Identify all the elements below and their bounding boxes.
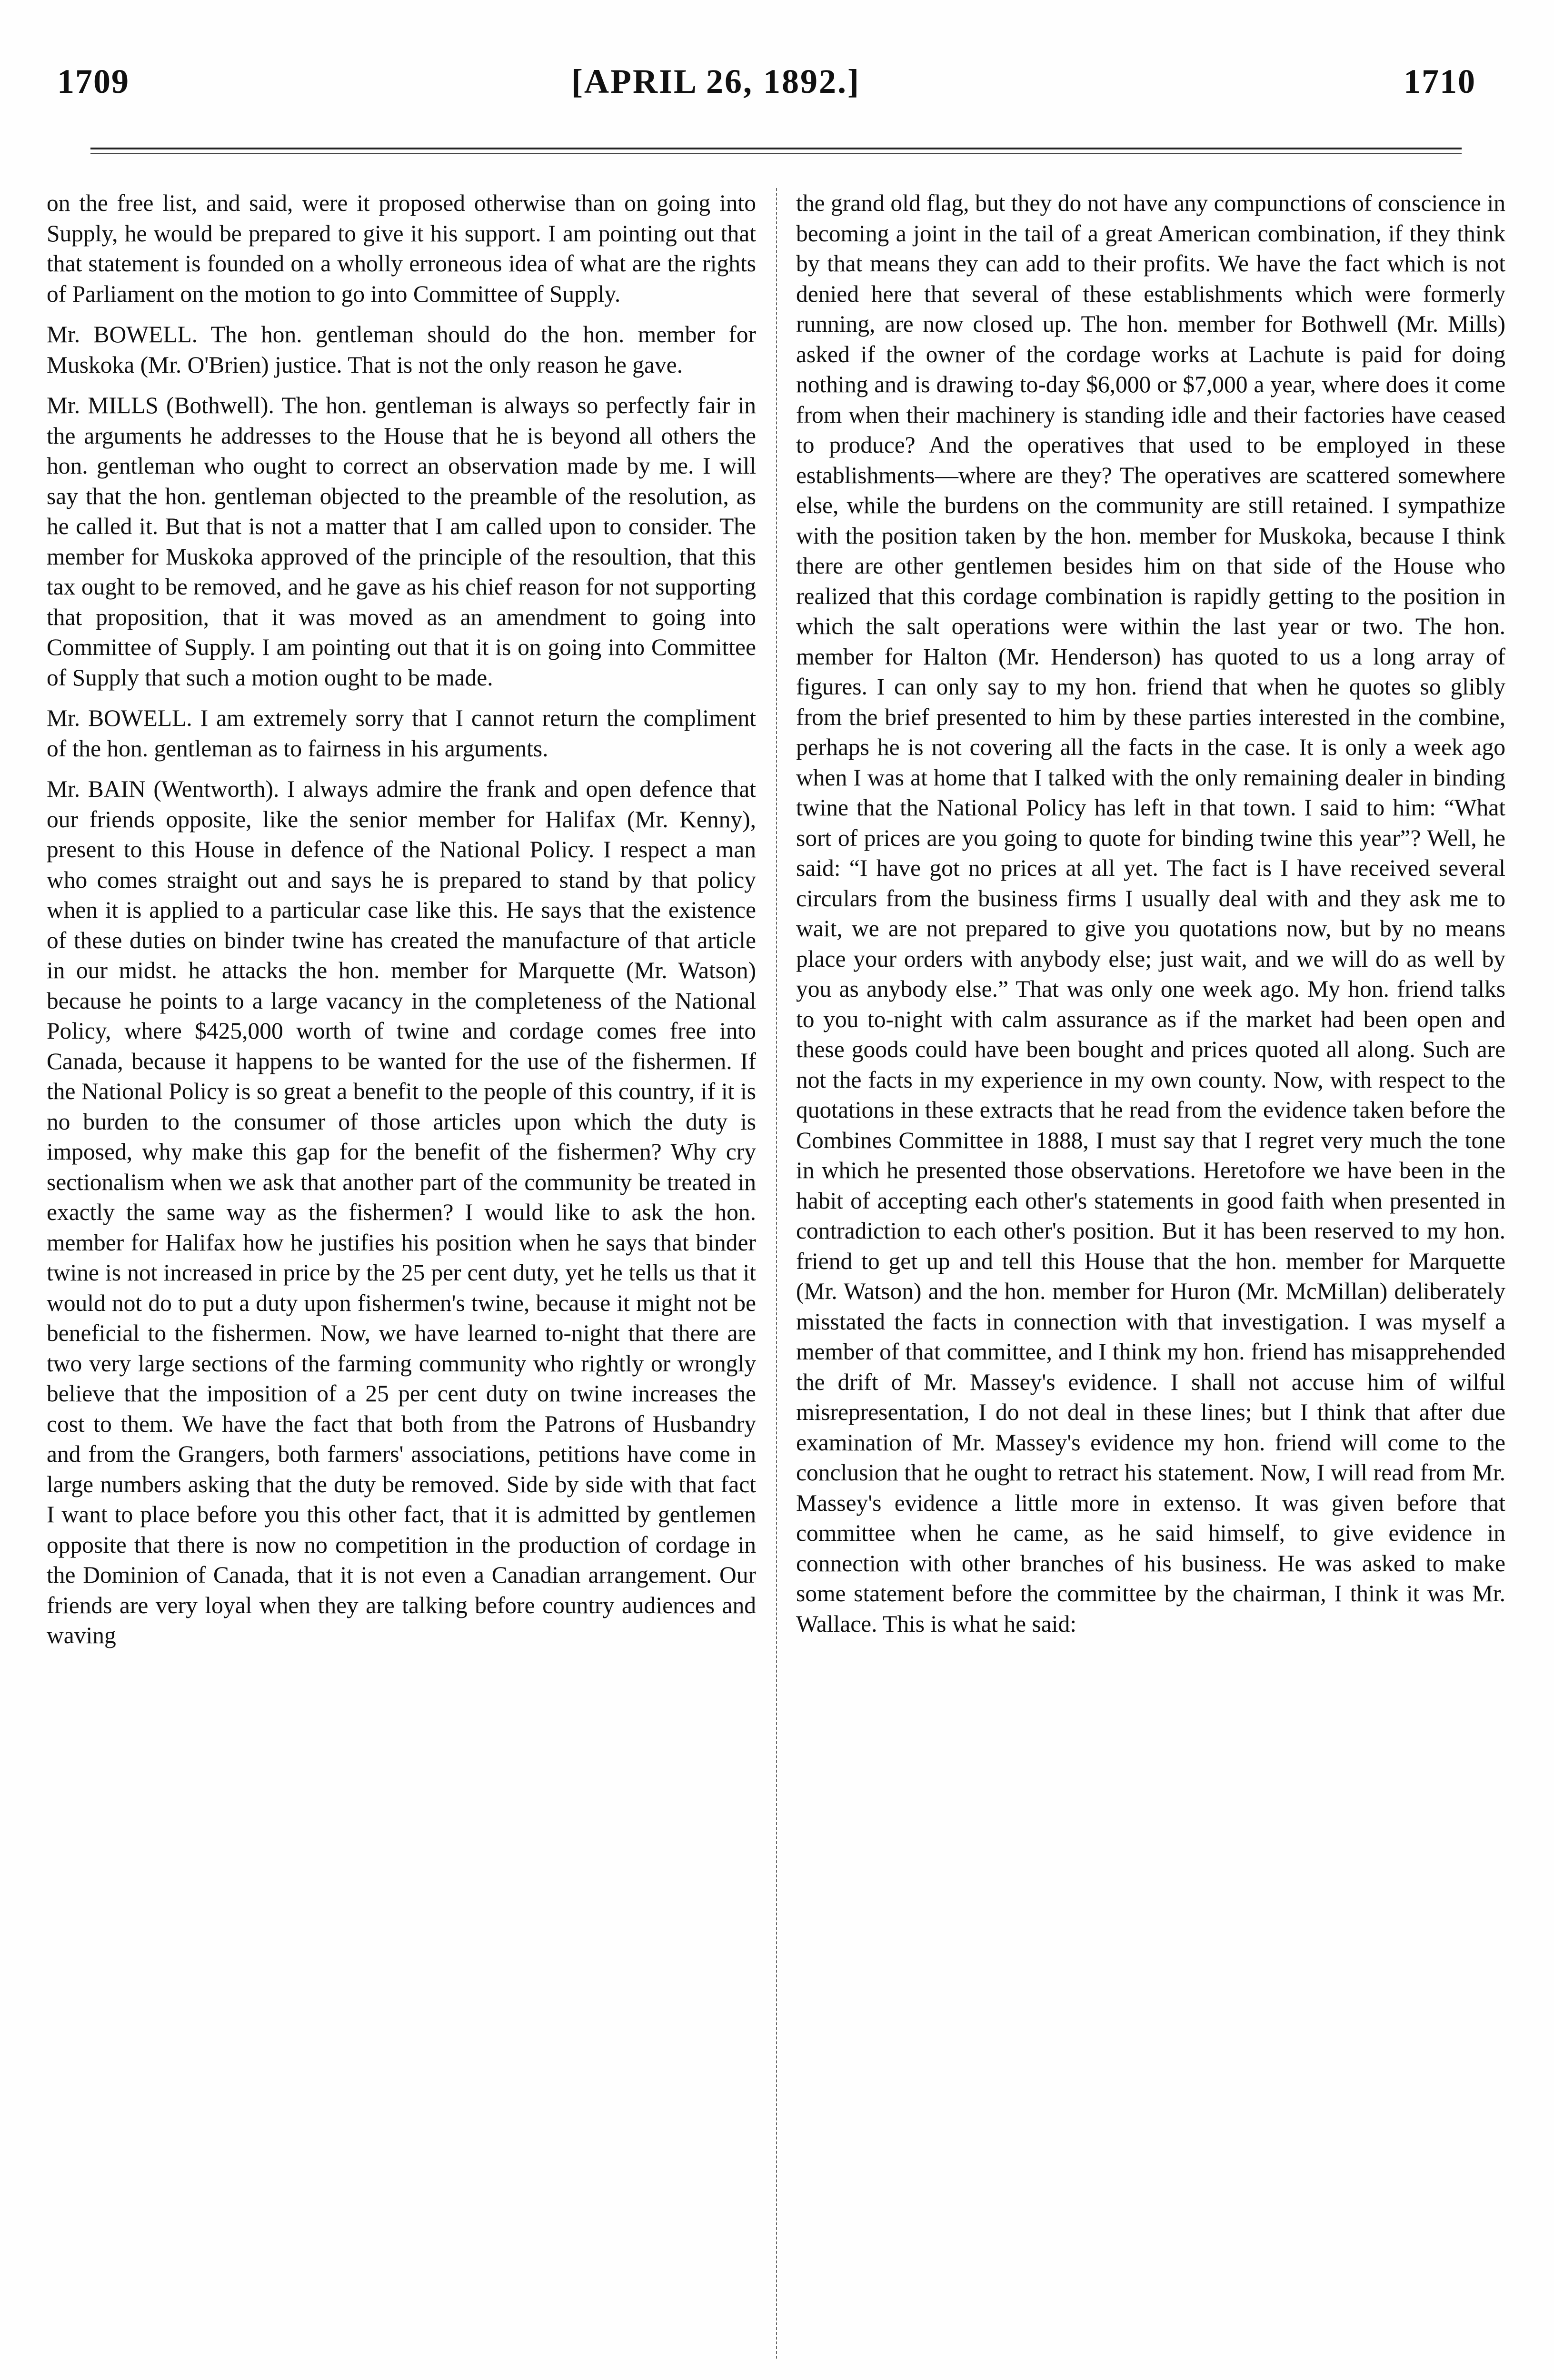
paragraph: the grand old flag, but they do not have any compunctions of conscience in becoming a joint in the tail of a great American combination, if they think by that means they can add to their profits. We have the fact which is not denied here that several of these establishments which were formerly running, are now closed up. The hon. member for Bothwell (Mr. Mills) asked if the owner of the cordage works at Lachute is paid for doing nothing and is drawing to-day $6,000 or $7,000 a year, where does it come from when their machinery is standing idle and their factories have ceased to produce? And the operatives that used to be employed in these establishments—where are they? The operatives are scattered somewhere else, while the burdens on the community are still retained. I sympathize with the position taken by the hon. member for Muskoka, because I think there are other gentlemen besides him on that side of the House who realized that this cordage combination is rapidly getting to the position in which the salt operations were within the last year or two. The hon. member for Halton (Mr. Henderson) has quoted to us a long array of figures. I can only say to my hon. friend that when he quotes so glibly from the brief presented to him by these parties interested in the combine, perhaps he is not covering all the facts in the case. It is only a week ago when I was at home that I talked with the only remaining dealer in binding twine that the National Policy has left in that town. I said to him: “What sort of prices are you going to quote for binding twine this year”? Well, he said: “I have got no prices at all yet. The fact is I have received several circulars from the business firms I usually deal with and they ask me to wait, we are not prepared to give you quotations now, but by no means place your orders with anybody else; just wait, and we will do as well by you as anybody else.” That was only one week ago. My hon. friend talks to you to-night with calm assurance as if the market had been open and these goods could have been bought and prices quoted all along. Such are not the facts in my experience in my own county. Now, with respect to the quotations in these extracts that he read from the evidence taken before the Combines Committee in 1888, I must say that I regret very much the tone in which he presented those observations. Heretofore we have been in the habit of accepting each other's statements in good faith when presented in contradiction to each other's position. But it has been reserved to my hon. friend to get up and tell this House that the hon. member for Marquette (Mr. Watson) and the hon. member for Huron (Mr. McMillan) deliberately misstated the facts in connection with that investigation. I was myself a member of that committee, and I think my hon. friend has misapprehended the drift of Mr. Massey's evidence. I shall not accuse him of wilful misrepresentation, I do not deal in these lines; but I think that after due examination of Mr. Massey's evidence my hon. friend will come to the conclusion that he ought to retract his statement. Now, I will read from Mr. Massey's evidence a little more in extenso. It was given before that committee when he came, as he said himself, to give evidence in connection with other branches of his business. He was asked to make some statement before the committee by the chairman, I think it was Mr. Wallace. This is what he said: — [796, 190, 1505, 1637]
left-column — [47, 188, 756, 2359]
page-number-left: 1709 — [57, 62, 130, 100]
paragraph: on the free list, and said, were it proposed otherwise than on going into Supply, he would be prepared to give it his support. I am pointing out that that statement is founded on a wholly erroneous idea of what are the rights of Parliament on the motion to go into Committee of Supply. — [47, 190, 756, 307]
header-rule-thin — [90, 153, 1462, 154]
right-column — [796, 188, 1505, 2359]
paragraph: Mr. BOWELL. I am extremely sorry that I cannot return the compliment of the hon. gentleman as to fairness in his arguments. — [47, 705, 756, 762]
header-rule — [90, 148, 1462, 149]
page-number-right: 1710 — [1404, 62, 1476, 100]
paragraph: Mr. BAIN (Wentworth). I always admire the frank and open defence that our friends opposite, like the senior member for Halifax (Mr. Kenny), present to this House in defence of the National Policy. I respect a man who comes straight out and says he is prepared to stand by that policy when it is applied to a particular case like this. He says that the existence of these duties on binder twine has created the manufacture of that article in our midst. he attacks the hon. member for Marquette (Mr. Watson) because he points to a large vacancy in the completeness of the National Policy, where $425,000 worth of twine and cordage comes free into Canada, because it happens to be wanted for the use of the fishermen. If the National Policy is so great a benefit to the people of this country, if it is no burden to the consumer of those articles upon which the duty is imposed, why make this gap for the benefit of the fishermen? Why cry sectionalism when we ask that another part of the community be treated in exactly the same way as the fishermen? I would like to ask the hon. member for Halifax how he justifies his position when he says that binder twine is not increased in price by the 25 per cent duty, yet he tells us that it would not do to put a duty upon fishermen's twine, because it might not be beneficial to the fishermen. Now, we have learned to-night that there are two very large sections of the farming community who rightly or wrongly believe that the imposition of a 25 per cent duty on twine increases the cost to them. We have the fact that both from the Patrons of Husbandry and from the Grangers, both farmers' associations, petitions have come in large numbers asking that the duty be removed. Side by side with that fact I want to place before you this other fact, that it is admitted by gentlemen opposite that there is now no competition in the production of cordage in the Dominion of Canada, that it is not even a Canadian arrangement. Our friends are very loyal when they are talking before country audiences and waving — [47, 776, 756, 1648]
page-date: [APRIL 26, 1892.] — [571, 62, 860, 100]
paragraph: Mr. BOWELL. The hon. gentleman should do the hon. member for Muskoka (Mr. O'Brien) justice. That is not the only reason he gave. — [47, 321, 756, 378]
column-divider — [776, 188, 777, 2359]
paragraph: Mr. MILLS (Bothwell). The hon. gentleman is always so perfectly fair in the arguments he addresses to the House that he is beyond all others the hon. gentleman who ought to correct an observation made by me. I will say that the hon. gentleman objected to the preamble of the resolution, as he called it. But that is not a matter that I am called upon to consider. The member for Muskoka approved of the principle of the resoultion, that this tax ought to be removed, and he gave as his chief reason for not supporting that proposition, that it was moved as an amendment to going into Committee of Supply. I am pointing out that it is on going into Committee of Supply that such a motion ought to be made. — [47, 392, 756, 691]
page-header — [57, 62, 1476, 133]
